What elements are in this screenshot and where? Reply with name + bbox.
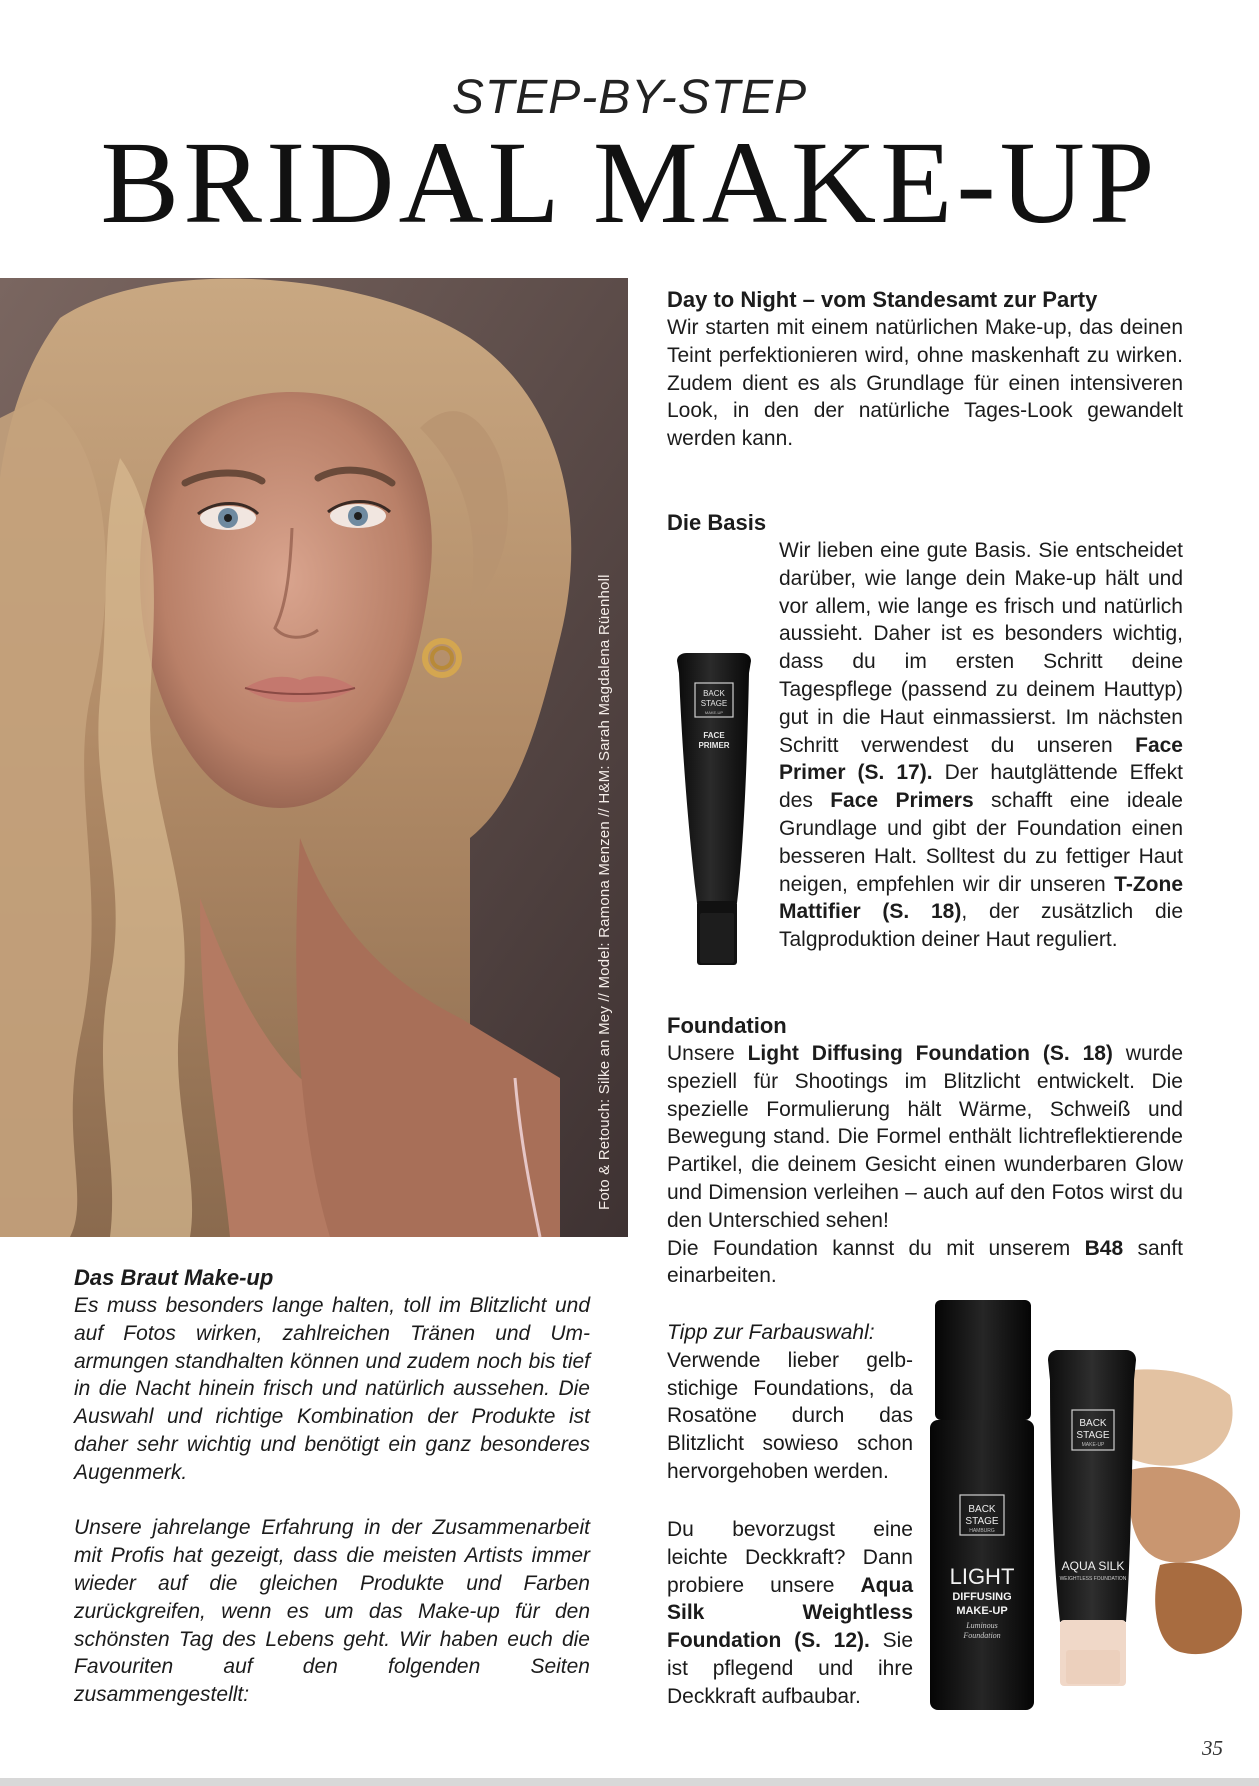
foundation-products-image bbox=[930, 1300, 1250, 1715]
bottle-brand-2: STAGE bbox=[965, 1516, 999, 1527]
section-basis bbox=[667, 509, 1183, 965]
primer-name-2: PRIMER bbox=[698, 741, 730, 750]
section-body: Unsere jahrelange Erfahrung in der Zusammenarbeit mit Profis hat gezeigt, dass die meisten Artists immer wieder auf die gleichen Produkte und Farben zurückgreifen, wenn es um das Make-up für den schönsten Tag des Lebens geht. Wir haben euch die Favouriten auf den folgenden Seiten zusammengestellt: bbox=[74, 1516, 590, 1707]
bottom-rule bbox=[0, 1778, 1259, 1786]
color-tip bbox=[667, 1319, 913, 1486]
section-day-to-night bbox=[667, 286, 1183, 453]
bottle-line-1: LIGHT bbox=[949, 1564, 1015, 1589]
product-link: Face Primers bbox=[830, 789, 974, 813]
page-title: BRIDAL MAKE-UP bbox=[100, 117, 1159, 248]
tube-name: AQUA SILK bbox=[1061, 1559, 1125, 1573]
face-primer-product-image bbox=[667, 653, 779, 965]
product-link: B48 bbox=[1084, 1236, 1124, 1260]
section-heading: Das Braut Make-up bbox=[74, 1265, 274, 1290]
bottle-brand-1: BACK bbox=[968, 1504, 996, 1515]
coverage-tip bbox=[667, 1516, 913, 1711]
section-body: Die Foundation kannst du mit unserem B48 sanft einarbeiten. bbox=[667, 1236, 1183, 1288]
bottle-line-5: Foundation bbox=[963, 1631, 1001, 1640]
tip-body: Du bevorzugst eine leichte Deckkraft? Dann probiere unsere Aqua Silk Weightless Foundation (S. 12). Sie ist pflegend und ihre Deckkraft aufbaubar. bbox=[667, 1518, 913, 1708]
kicker: STEP-BY-STEP bbox=[451, 71, 808, 124]
photo-credit: Foto & Retouch: Silke an Mey // Model: Ramona Menzen // H&M: Sarah Magdalena Rüenholl bbox=[596, 574, 613, 1210]
section-body: Wir starten mit einem natürlichen Make-up, das deinen Teint perfektionieren wird, ohne maskenhaft zu wirken. Zudem dient es als Grundlage für einen intensiveren Look, in den der natürliche Tages-Look gewandelt werden kann. bbox=[667, 316, 1183, 451]
tip-label: Tipp zur Farbauswahl: bbox=[667, 1321, 875, 1344]
section-heading: Day to Night – vom Standesamt zur Party bbox=[667, 287, 1098, 312]
product-link: Light Diffusing Foundation (S. 18) bbox=[747, 1042, 1113, 1065]
section-body: Es muss besonders lange halten, toll im Blitzlicht und auf Fotos wirken, zahlreichen Tränen und Umarmungen standhalten können und zudem noch bis tief in die Nacht hinein frisch und natürlich aussehen. Die Auswahl und richtige Kombination der Produkte ist daher sehr wichtig und benötigt ein ganz besonderes Augenmerk. bbox=[74, 1294, 590, 1484]
tube-brand-1: BACK bbox=[1079, 1418, 1107, 1429]
product-link: Aqua Silk Weightless Foundation (S. 12). bbox=[667, 1573, 913, 1653]
page-number: 35 bbox=[1202, 1736, 1223, 1760]
primer-brand-sub: MAKE-UP bbox=[704, 710, 724, 715]
section-bridal-makeup bbox=[74, 1264, 590, 1709]
product-link: Face Primer (S. 17). bbox=[779, 733, 1183, 785]
section-body: Unsere Light Diffusing Foundation (S. 18) wurde speziell für Shootings im Blitzlicht entwickelt. Die spezielle Formulierung hält Wärme, Schweiß und Bewegung stand. Die Formel enthält lichtreflektierende Partikel, die deinem Gesicht einen wunderbaren Glow und Dimension verleihen – auch auf den Fotos wirst du den Unterschied sehen! bbox=[667, 1042, 1184, 1232]
bottle-line-4: Luminous bbox=[966, 1621, 998, 1630]
section-heading: Die Basis bbox=[667, 510, 767, 535]
product-link: T-Zone Mattifier (S. 18) bbox=[779, 872, 1183, 924]
primer-brand-2: STAGE bbox=[700, 699, 728, 708]
bottle-brand-sub: HAMBURG bbox=[969, 1528, 995, 1534]
bottle-line-3: MAKE-UP bbox=[956, 1605, 1008, 1617]
tube-brand-2: STAGE bbox=[1076, 1430, 1110, 1441]
tip-body: Verwende lieber gelbstichige Foundations, da Rosatöne durch das Blitzlicht sowieso schon hervorgehoben werden. bbox=[667, 1348, 913, 1483]
section-body: BACK STAGE MAKE-UP FACE PRIMER Wir lieben eine gute Basis. Sie entscheidet darüber, wie lange dein Make-up hält und vor allem, wie lange es frisch und natürlich aussieht. Daher ist es besonders wichtig, dass du im ersten Schritt deine Tagespflege (passend zu deinem Hauttyp) gut in die Haut einmassierst. Im nächsten Schritt verwendest du unseren Face Primer (S. 17). Der hautglättende Effekt des Face Primers schafft eine ideale Grundlage und gibt der Foundation einen besseren Halt. Solltest du zu fettiger Haut neigen, empfehlen wir dir unseren T-Zone Mattifier (S. 18), der zusätzlich die Talgproduktion deiner Haut reguliert. bbox=[667, 537, 1183, 954]
tube-sub: WEIGHTLESS FOUNDATION bbox=[1059, 1576, 1127, 1582]
primer-brand-1: BACK bbox=[703, 689, 725, 698]
bottle-line-2: DIFFUSING bbox=[952, 1591, 1012, 1603]
section-heading: Foundation bbox=[667, 1013, 787, 1038]
primer-name-1: FACE bbox=[703, 731, 725, 740]
section-foundation bbox=[667, 1012, 1183, 1290]
portrait-photo bbox=[0, 278, 628, 1237]
tube-brand-sub: MAKE-UP bbox=[1081, 1442, 1105, 1448]
